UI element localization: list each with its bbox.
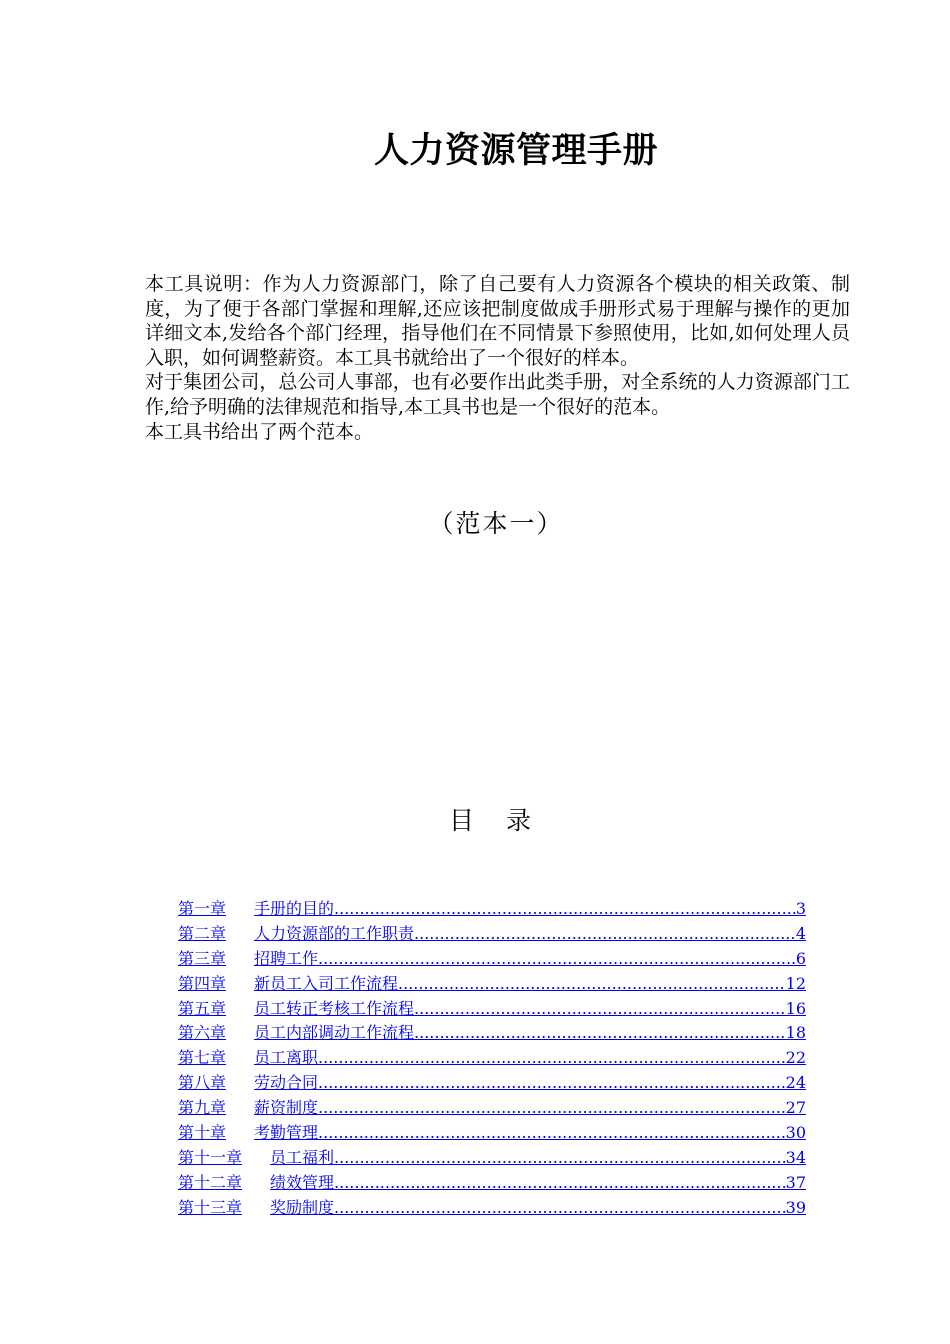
- toc-entry-chapter-6[interactable]: [178, 1021, 806, 1046]
- toc-entry-chapter-3[interactable]: [178, 947, 806, 972]
- toc-entry-chapter-7[interactable]: [178, 1046, 806, 1071]
- toc-entry-chapter-9[interactable]: [178, 1096, 806, 1121]
- toc-heading: 目 录: [449, 806, 543, 835]
- toc-chapter-number: 第六章: [178, 1023, 227, 1043]
- toc-chapter-title: 新员工入司工作流程: [254, 973, 399, 993]
- toc-leader-dots: [414, 1021, 786, 1046]
- toc-leader-dots: [414, 922, 796, 947]
- toc-chapter-number: 第五章: [178, 998, 227, 1018]
- toc-leader-dots: [318, 1096, 786, 1121]
- toc-chapter-number: 第三章: [178, 948, 227, 968]
- toc-page-number: 12: [785, 973, 806, 993]
- intro-paragraph: 本工具说明：作为人力资源部门，除了自己要有人力资源各个模块的相关政策、制度，为了便于各部门掌握和理解,还应该把制度做成手册形式易于理解与操作的更加详细文本,发给各个部门经理，指导他们在不同情景下参照使用，比如,如何处理人员入职，如何调整薪资。本工具书就给出了一个很好的样本。: [145, 273, 850, 369]
- toc-page-number: 18: [785, 1023, 806, 1043]
- toc-chapter-number: 第十三章: [178, 1197, 243, 1217]
- toc-entry-chapter-1[interactable]: [178, 897, 806, 922]
- toc-leader-dots: [334, 1146, 786, 1171]
- toc-chapter-number: 第二章: [178, 923, 227, 943]
- toc-entry-chapter-11[interactable]: [178, 1146, 806, 1171]
- intro-paragraph: 对于集团公司，总公司人事部，也有必要作出此类手册，对全系统的人力资源部门工作,给予明确的法律规范和指导,本工具书也是一个很好的范本。: [145, 371, 850, 418]
- intro-paragraph: 本工具书给出了两个范本。: [145, 420, 374, 443]
- sample-label: （范本一）: [428, 509, 564, 538]
- toc-page-number: 3: [795, 899, 806, 918]
- toc-page-number: 24: [785, 1073, 806, 1093]
- toc-page-number: 6: [795, 948, 806, 968]
- toc-leader-dots: [334, 897, 796, 922]
- toc-chapter-number: 第八章: [178, 1073, 227, 1093]
- table-of-contents: [178, 897, 806, 1221]
- toc-entry-chapter-10[interactable]: [178, 1121, 806, 1146]
- toc-chapter-title: 员工离职: [254, 1048, 319, 1068]
- toc-page-number: 30: [785, 1123, 806, 1143]
- toc-chapter-number: 第四章: [178, 973, 227, 993]
- toc-page-number: 4: [795, 923, 806, 943]
- toc-entry-chapter-12[interactable]: [178, 1171, 806, 1196]
- toc-chapter-title: 员工内部调动工作流程: [254, 1023, 415, 1043]
- toc-page-number: 27: [785, 1098, 806, 1118]
- toc-chapter-title: 人力资源部的工作职责: [254, 923, 415, 943]
- toc-leader-dots: [318, 947, 796, 972]
- toc-chapter-number: 第九章: [178, 1098, 227, 1118]
- intro-section: [145, 272, 850, 444]
- toc-leader-dots: [414, 997, 786, 1022]
- toc-chapter-number: 第一章: [178, 899, 227, 918]
- document-title: 人力资源管理手册: [373, 131, 658, 171]
- toc-chapter-title: 考勤管理: [254, 1123, 319, 1143]
- toc-page-number: 22: [785, 1048, 806, 1068]
- toc-page-number: 37: [785, 1172, 806, 1192]
- toc-leader-dots: [318, 1071, 786, 1096]
- toc-entry-chapter-5[interactable]: [178, 997, 806, 1022]
- toc-chapter-title: 劳动合同: [254, 1073, 319, 1093]
- toc-page-number: 34: [785, 1147, 806, 1167]
- toc-chapter-number: 第七章: [178, 1048, 227, 1068]
- toc-leader-dots: [334, 1171, 786, 1196]
- toc-entry-chapter-2[interactable]: [178, 922, 806, 947]
- toc-entry-chapter-13[interactable]: [178, 1196, 806, 1221]
- toc-page-number: 16: [785, 998, 806, 1018]
- toc-entry-chapter-8[interactable]: [178, 1071, 806, 1096]
- toc-entry-chapter-4[interactable]: [178, 972, 806, 997]
- toc-chapter-title: 绩效管理: [270, 1172, 335, 1192]
- toc-chapter-title: 员工转正考核工作流程: [254, 998, 415, 1018]
- toc-leader-dots: [318, 1121, 786, 1146]
- toc-chapter-title: 员工福利: [270, 1147, 335, 1167]
- toc-leader-dots: [334, 1196, 786, 1221]
- toc-chapter-title: 薪资制度: [254, 1098, 319, 1118]
- toc-leader-dots: [318, 1046, 786, 1071]
- toc-chapter-title: 手册的目的: [254, 899, 335, 918]
- toc-leader-dots: [398, 972, 786, 997]
- toc-chapter-number: 第十二章: [178, 1172, 243, 1192]
- toc-chapter-number: 第十章: [178, 1123, 227, 1143]
- toc-chapter-title: 奖励制度: [270, 1197, 335, 1217]
- toc-page-number: 39: [785, 1197, 806, 1217]
- toc-chapter-number: 第十一章: [178, 1147, 243, 1167]
- toc-chapter-title: 招聘工作: [254, 948, 319, 968]
